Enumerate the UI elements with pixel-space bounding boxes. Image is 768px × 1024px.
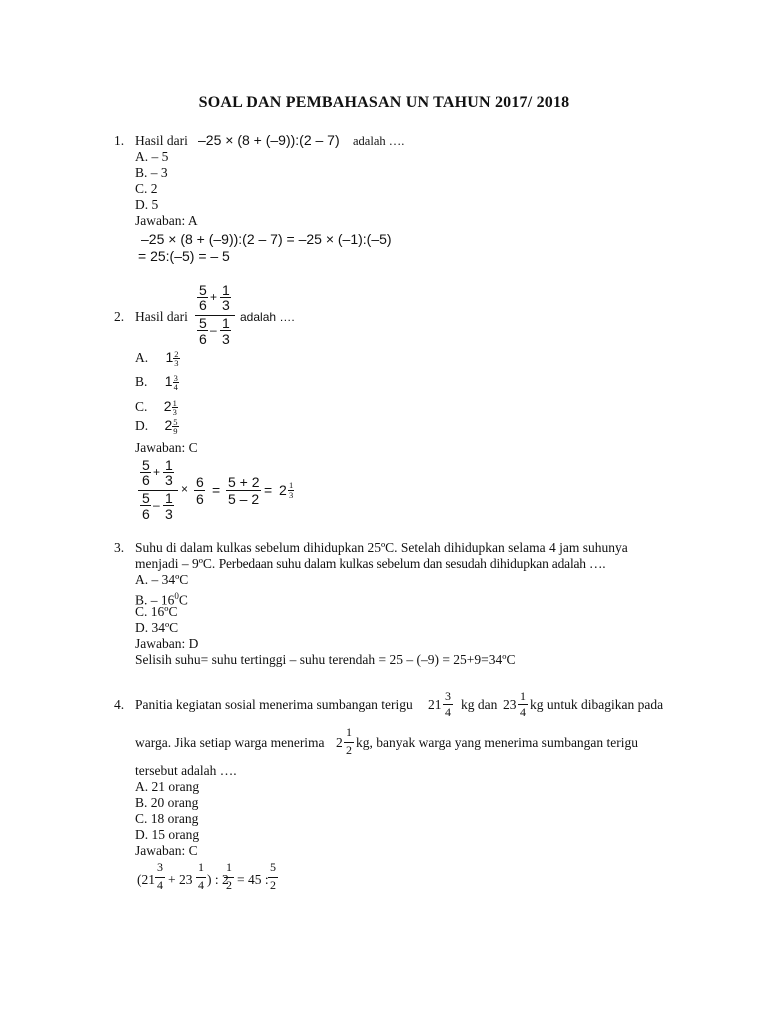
q3-option-d: D. 34ºC	[135, 620, 179, 635]
q2-sol-times: ×	[181, 482, 189, 496]
q4-sol-plus: + 23	[168, 872, 193, 887]
q2-sol-bottom-numerator2: 1	[165, 490, 173, 506]
q4-sol-mid: ) : 2	[207, 872, 229, 887]
q3-option-b-value: B. – 16	[135, 592, 175, 608]
q4-m1-numerator: 3	[445, 689, 451, 703]
q4-m1-denominator: 4	[445, 705, 451, 719]
q2-option-c-denominator: 3	[172, 407, 177, 418]
q4-m3-numerator: 1	[346, 725, 352, 739]
q2-option-a-label: A.	[135, 350, 149, 365]
q4-line2-b: kg, banyak warga yang menerima sumbangan terigu	[356, 735, 639, 750]
q2-sol-result-numerator: 5 + 2	[228, 474, 260, 490]
q2-sol-top-numerator2: 1	[165, 457, 173, 473]
q2-sol-bottom-denominator: 6	[142, 506, 150, 522]
q2-option-a-numerator: 2	[174, 348, 179, 359]
q4-option-a: A. 21 orang	[135, 779, 200, 794]
q3-number: 3.	[114, 540, 125, 555]
q4-sol-n4: 5	[270, 860, 276, 874]
q4-m2-whole: 23	[503, 697, 517, 712]
q2-sol-final-numerator: 1	[289, 480, 294, 490]
q3-answer: Jawaban: D	[135, 636, 199, 651]
q4-line3: tersebut adalah ….	[135, 763, 237, 778]
q2-sol-six-denominator: 6	[196, 491, 204, 507]
q4-m3-whole: 2	[336, 735, 343, 750]
q2-bottom-operator: –	[210, 323, 217, 337]
q1-solution-line1: –25 × (8 + (–9)):(2 – 7) = –25 × (–1):(–5)	[141, 231, 392, 247]
q2-sol-bottom-operator: –	[153, 498, 160, 512]
q2-option-b-label: B.	[135, 374, 148, 389]
q2-number: 2.	[114, 309, 125, 324]
q4-m2-denominator: 4	[520, 705, 526, 719]
q2-sol-bottom-numerator: 5	[142, 490, 150, 506]
q1-option-d: D. 5	[135, 197, 159, 212]
q2-option-a	[135, 349, 180, 368]
q2-bottom-denominator: 6	[199, 331, 207, 347]
q4-sol-equals: = 45 :	[237, 872, 269, 887]
q2-option-b	[135, 373, 179, 392]
q2-option-c-numerator: 1	[172, 397, 177, 408]
q2-sol-top-denominator2: 3	[165, 472, 173, 488]
q2-bottom-numerator2: 1	[222, 315, 230, 331]
q1-answer: Jawaban: A	[135, 213, 198, 228]
q3-option-c: C. 16ºC	[135, 604, 178, 619]
q2-top-numerator2: 1	[222, 282, 230, 298]
q2-option-b-numerator: 3	[173, 372, 178, 383]
q3-text-line1: Suhu di dalam kulkas sebelum dihidupkan 25ºC. Setelah dihidupkan selama 4 jam suhunya	[135, 540, 628, 555]
q4-answer: Jawaban: C	[135, 843, 198, 858]
q2-sol-result-denominator: 5 – 2	[228, 491, 260, 507]
q2-option-d-numerator: 5	[173, 416, 178, 427]
q2-sol-bottom-denominator2: 3	[165, 506, 173, 522]
q4-sol-d4: 2	[270, 878, 276, 892]
q2-prefix: Hasil dari	[135, 309, 188, 324]
q2-option-a-denominator: 3	[174, 358, 179, 369]
q3-option-b-degree: 0	[174, 591, 179, 601]
q4-line1-b: kg dan	[461, 697, 498, 712]
q2-sol-top-denominator: 6	[142, 472, 150, 488]
q3-text-line2-b: Perbedaan suhu dalam kulkas sebelum dan sesudah dihidupkan adalah ….	[218, 556, 606, 571]
q2-option-d-whole: 2	[164, 417, 173, 433]
q4-option-d: D. 15 orang	[135, 827, 200, 842]
q2-option-d-label: D.	[135, 418, 149, 433]
q2-sol-six-numerator: 6	[196, 474, 204, 490]
q2-sol-final-denominator: 3	[289, 489, 294, 500]
q2-suffix: adalah ….	[240, 310, 295, 324]
q4-sol-d2: 4	[198, 878, 204, 892]
q4-sol-open: (21	[137, 872, 155, 887]
q4-m3-denominator: 2	[346, 743, 352, 757]
q3-text-line2-a: menjadi – 9ºC.	[135, 556, 216, 571]
q2-sol-equals2: =	[264, 482, 273, 498]
q4-option-b: B. 20 orang	[135, 795, 199, 810]
q4-option-c: C. 18 orang	[135, 811, 199, 826]
q4-sol-n1: 3	[157, 860, 163, 874]
q1-prefix: Hasil dari	[135, 133, 188, 148]
q4-sol-n3: 1	[226, 860, 232, 874]
q2-answer: Jawaban: C	[135, 440, 198, 455]
q4-sol-d1: 4	[157, 878, 163, 892]
q1-suffix: adalah ….	[353, 134, 405, 148]
q2-option-d	[135, 417, 179, 436]
q1-expression: –25 × (8 + (–9)):(2 – 7)	[198, 132, 340, 148]
q4-line1-c: kg untuk dibagikan pada	[530, 697, 664, 712]
q2-option-d-denominator: 9	[173, 426, 178, 437]
q2-sol-top-numerator: 5	[142, 457, 150, 473]
q1-number: 1.	[114, 133, 125, 148]
q4-line2-a: warga. Jika setiap warga menerima	[135, 735, 325, 750]
q1-option-b: B. – 3	[135, 165, 168, 180]
q2-option-a-whole: 1	[165, 349, 174, 365]
q2-sol-final-whole: 2	[279, 482, 287, 498]
q3-option-a: A. – 34ºC	[135, 572, 189, 587]
q3-solution: Selisih suhu= suhu tertinggi – suhu terendah = 25 – (–9) = 25+9=34ºC	[135, 652, 516, 667]
q4-line1-a: Panitia kegiatan sosial menerima sumbangan terigu	[135, 697, 413, 712]
q4-m2-numerator: 1	[520, 689, 526, 703]
q2-top-operator: +	[210, 290, 218, 304]
q2-top-numerator: 5	[199, 282, 207, 298]
q2-sol-equals1: =	[212, 482, 221, 498]
q2-sol-top-operator: +	[153, 465, 161, 479]
q3-option-b-unit: C	[178, 592, 188, 608]
q4-m1-whole: 21	[428, 697, 442, 712]
q4-number: 4.	[114, 697, 125, 712]
q2-option-b-whole: 1	[164, 373, 173, 389]
q2-bottom-denominator2: 3	[222, 331, 230, 347]
q4-sol-n2: 1	[198, 860, 204, 874]
q1-option-c: C. 2	[135, 181, 158, 196]
q2-option-c	[135, 398, 178, 417]
page-title: SOAL DAN PEMBAHASAN UN TAHUN 2017/ 2018	[198, 94, 570, 111]
q2-top-denominator: 6	[199, 297, 207, 313]
q2-option-c-whole: 2	[163, 398, 172, 414]
q3-text-line2	[135, 556, 606, 572]
q4-sol-d3: 2	[226, 878, 232, 892]
q1-solution-line2: = 25:(–5) = – 5	[138, 248, 230, 264]
q2-bottom-numerator: 5	[199, 315, 207, 331]
q2-top-denominator2: 3	[222, 297, 230, 313]
q2-option-b-denominator: 4	[173, 382, 178, 393]
q1-option-a: A. – 5	[135, 149, 169, 164]
q2-option-c-label: C.	[135, 399, 148, 414]
